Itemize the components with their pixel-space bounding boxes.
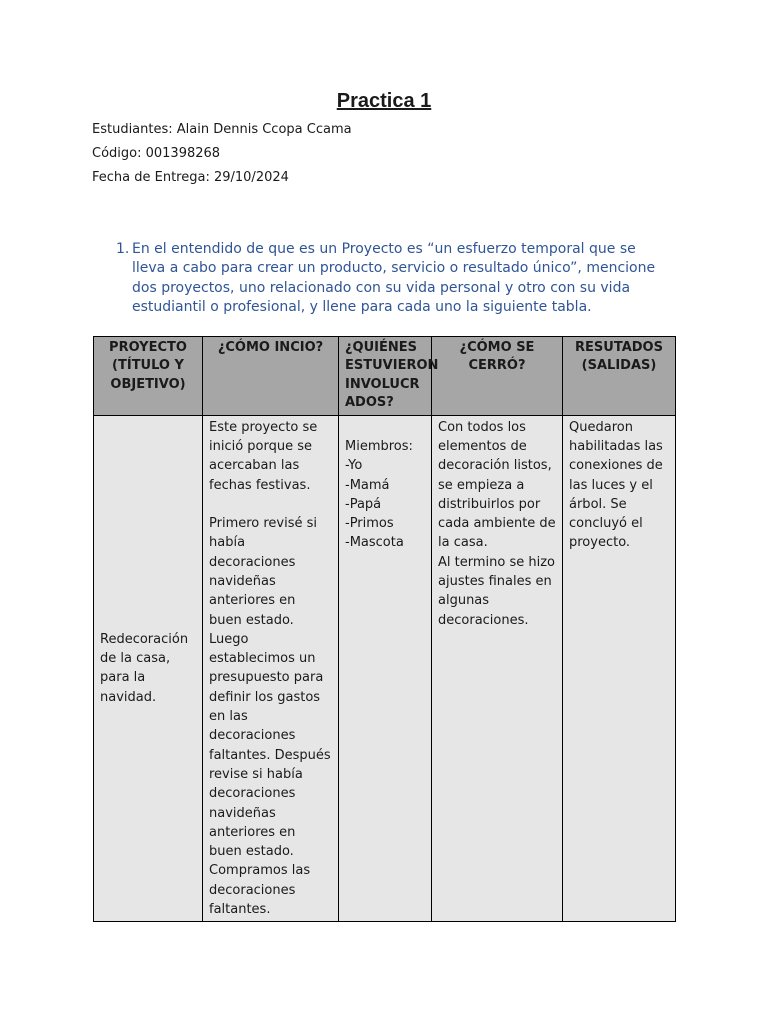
inicio-paragraph-3: Luego establecimos un presupuesto para definir los gastos en las decoraciones faltantes. Después revise si había decoraciones navideñas anteriores en buen estado. (209, 631, 331, 860)
header-como-cerro: ¿CÓMO SE CERRÓ? (432, 337, 563, 416)
list-item: -Mascota (345, 535, 404, 551)
question-item (116, 240, 672, 318)
table-header-row (94, 337, 676, 416)
list-item: -Mamá (345, 477, 390, 493)
paragraph-spacer (209, 495, 332, 514)
header-como-inicio: ¿CÓMO INCIO? (203, 337, 339, 416)
table-row (94, 415, 676, 922)
question-number: 1. (116, 241, 130, 257)
cierre-paragraph-1: Con todos los elementos de decoración listos, se empieza a distribuirlos por cada ambiente de la casa. (438, 419, 556, 551)
list-item: -Yo (345, 458, 363, 474)
cell-como-cerro (432, 415, 563, 922)
students-line: Estudiantes: Alain Dennis Ccopa Ccama (92, 122, 352, 137)
header-quienes: ¿QUIÉNES ESTUVIERON INVOLUCR ADOS? (339, 337, 432, 416)
proyecto-text: Redecoración de la casa, para la navidad. (100, 631, 189, 705)
cell-como-inicio (203, 415, 339, 922)
paragraph-spacer (345, 418, 425, 437)
cell-resultados (563, 415, 676, 922)
inicio-paragraph-2: Primero revisé si había decoraciones navideñas anteriores en buen estado. (209, 516, 318, 628)
cierre-paragraph-2: Al termino se hizo ajustes finales en algunas decoraciones. (438, 554, 555, 628)
involucrados-label: Miembros: (345, 438, 413, 454)
resultados-text: Quedaron habilitadas las conexiones de las luces y el árbol. Se concluyó el proyecto. (569, 419, 663, 551)
inicio-paragraph-4: Compramos las decoraciones faltantes. (209, 863, 311, 918)
code-line: Código: 001398268 (92, 146, 221, 161)
list-item: -Papá (345, 496, 382, 512)
list-item: -Primos (345, 516, 394, 532)
due-date-line: Fecha de Entrega: 29/10/2024 (92, 170, 289, 185)
page-title: Practica 1 (336, 90, 432, 112)
question-text: En el entendido de que es un Proyecto es “un esfuerzo temporal que se lleva a cabo para crear un producto, servicio o resultado único”, mencione dos proyectos, uno relacionado con su vida personal y otro con su vida estudiantil o profesional, y llene para cada uno la siguiente tabla. (132, 241, 656, 316)
header-proyecto: PROYECTO (TÍTULO Y OBJETIVO) (94, 337, 203, 416)
header-resultados: RESUTADOS (SALIDAS) (563, 337, 676, 416)
cell-proyecto (94, 415, 203, 922)
inicio-paragraph-1: Este proyecto se inició porque se acercaban las fechas festivas. (209, 419, 318, 493)
project-table (93, 336, 676, 922)
cell-involucrados (339, 415, 432, 922)
